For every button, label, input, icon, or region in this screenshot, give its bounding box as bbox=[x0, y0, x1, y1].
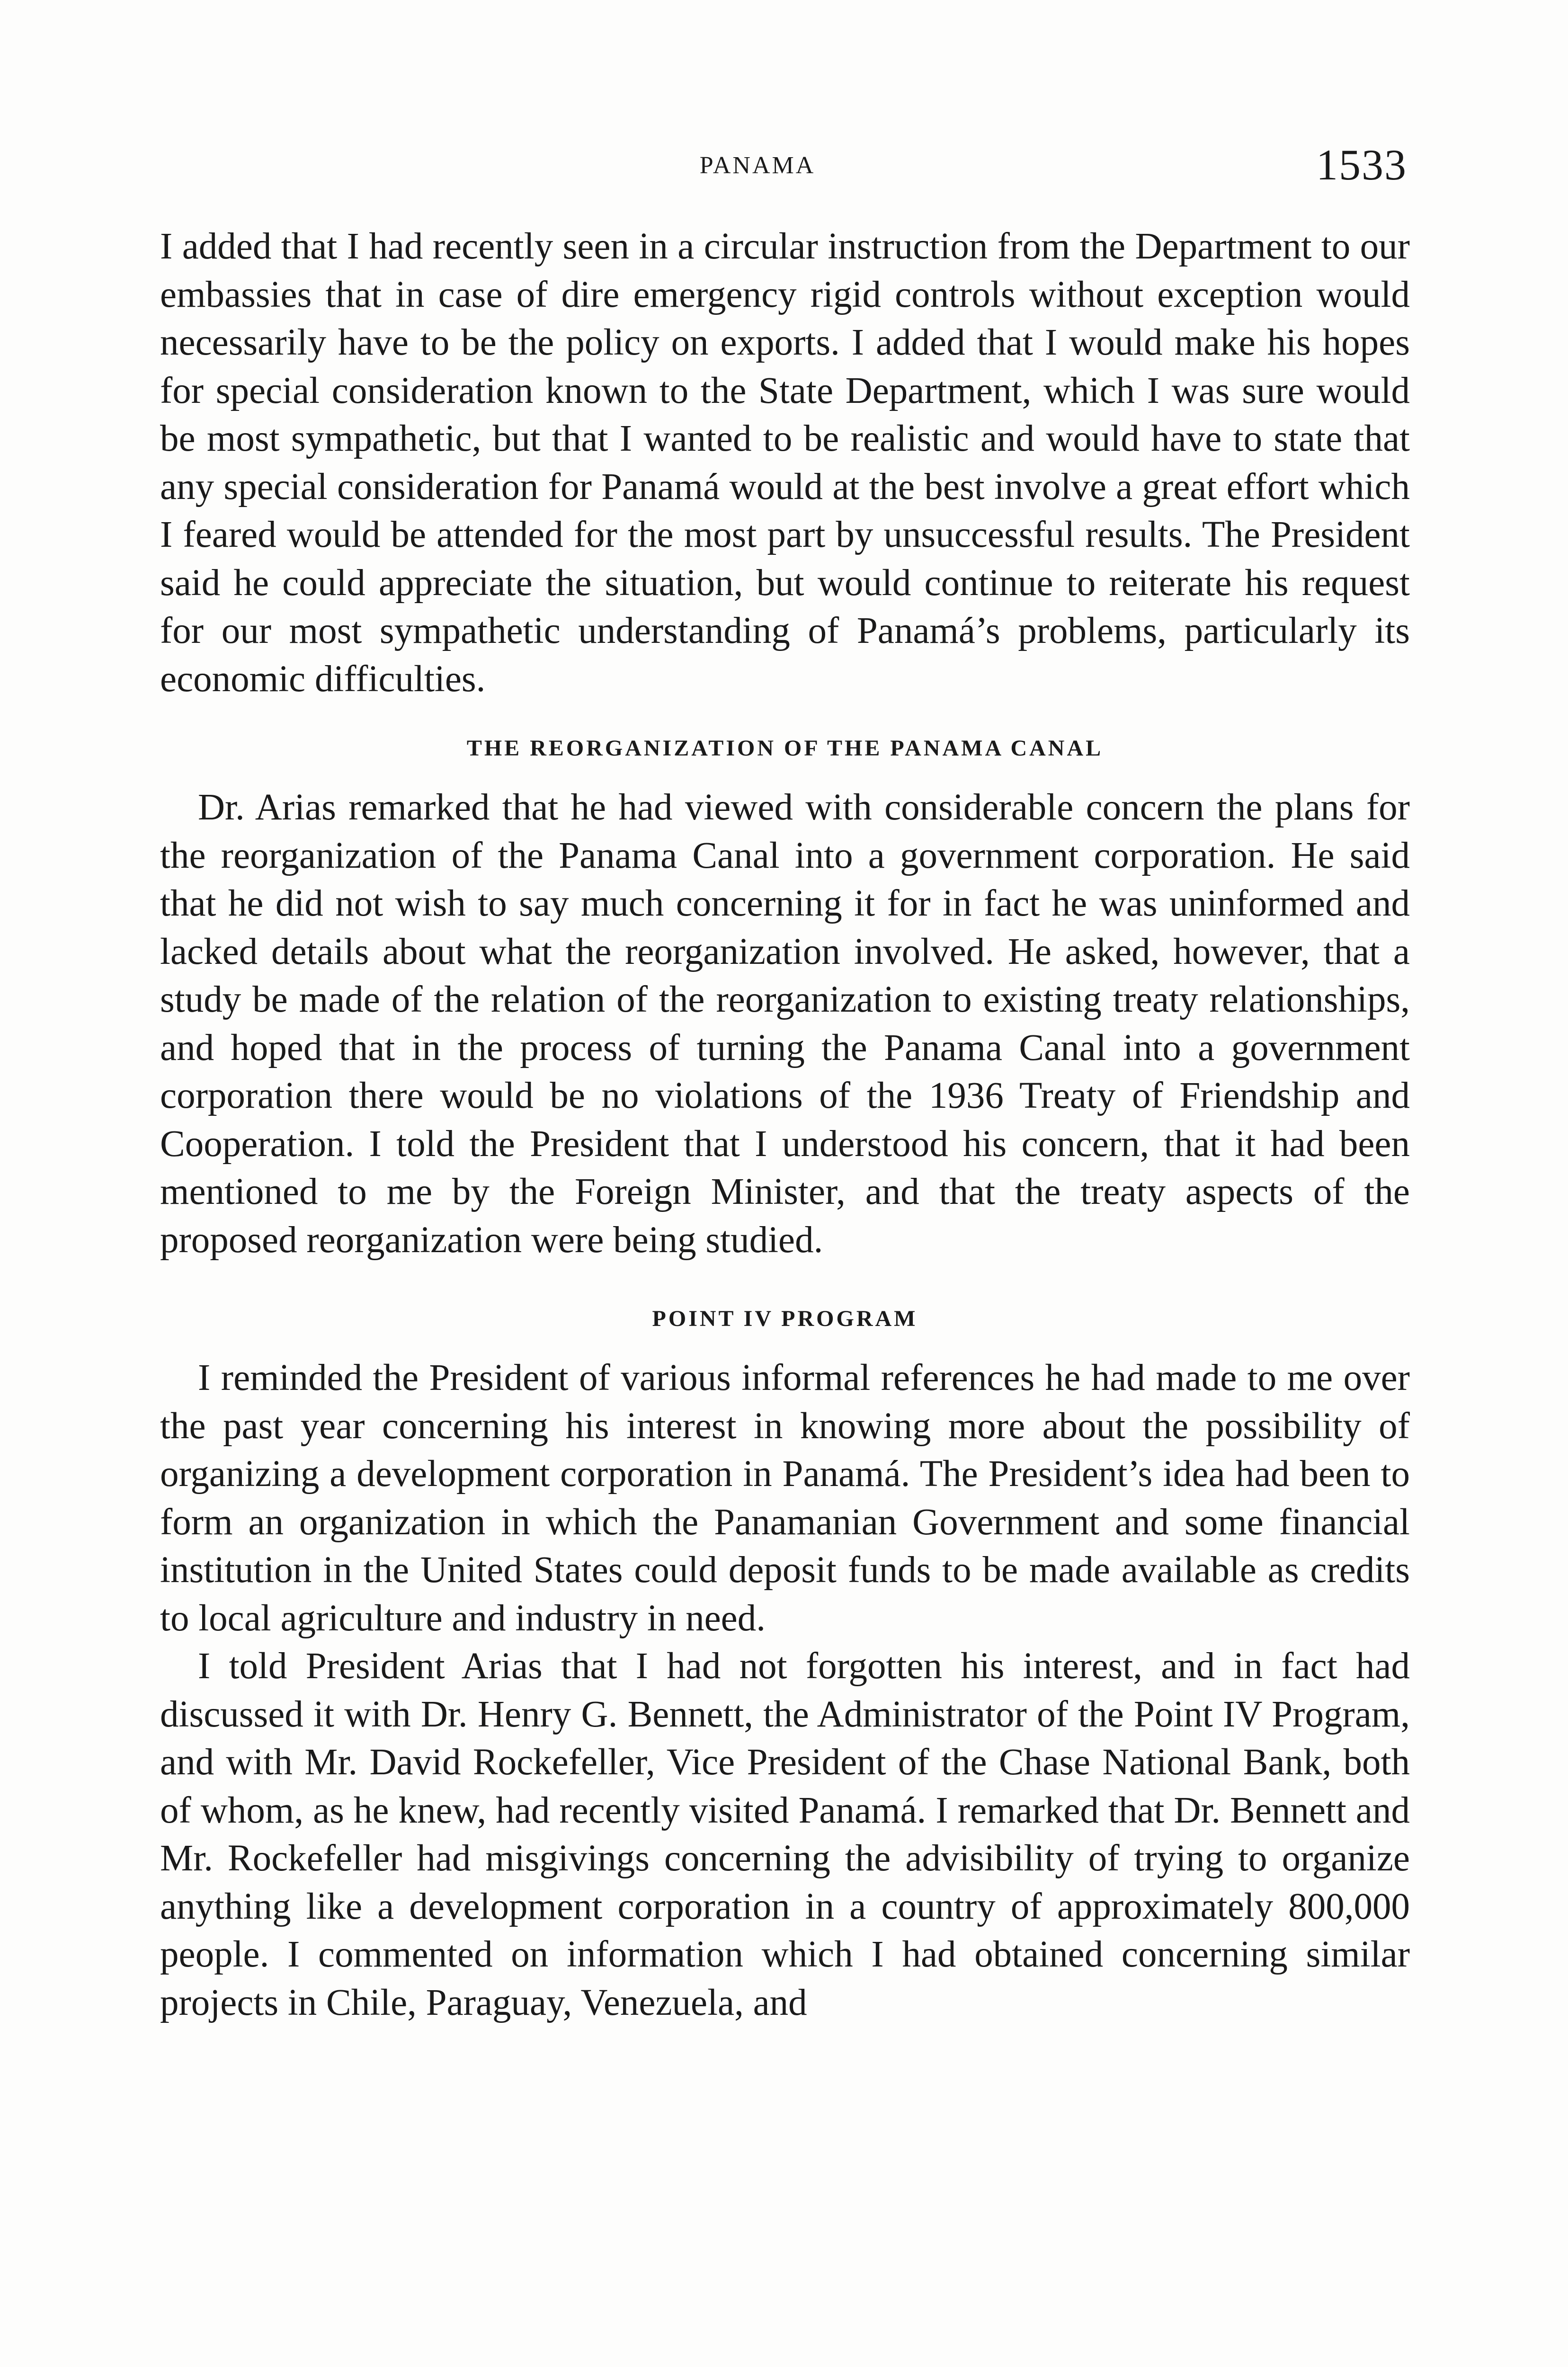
running-title: PANAMA bbox=[699, 152, 816, 179]
paragraph-bennett-rockefeller: I told President Arias that I had not forgotten his interest, and in fact had discussed it with Dr. Henry G. Bennett, the Administrator of the Point IV Program, and with Mr. David Rockefeller, Vice President of the Chase National Bank, both of whom, as he knew, had recently visited Panamá. I remarked that Dr. Bennett and Mr. Rockefeller had misgivings concerning the advisibility of trying to organize anything like a development corporation in a country of approximately 800,000 people. I commented on information which I had obtained concerning similar projects in Chile, Paraguay, Venezuela, and bbox=[160, 1646, 1410, 2023]
paragraph-continuation: I added that I had recently seen in a circular instruction from the Department to our embassies that in case of dire emergency rigid controls without exception would necessarily have to be the policy on exports. I added that I would make his hopes for special consideration known to the State Department, which I was sure would be most sympathetic, but that I wanted to be realistic and would have to state that any special consideration for Panamá would at the best involve a great effort which I feared would be attended for the most part by unsuccessful results. The President said he could appreciate the situation, but would continue to reiterate his request for our most sympathetic understanding of Panamá’s problems, particularly its economic difficulties. bbox=[160, 226, 1410, 700]
paragraph-canal-reorganization: Dr. Arias remarked that he had viewed with considerable concern the plans for the reorganization of the Panama Canal into a government corporation. He said that he did not wish to say much concerning it for in fact he was uninformed and lacked details about what the reorganization involved. He asked, however, that a study be made of the relation of the reorganization to existing treaty relationships, and hoped that in the process of turning the Panama Canal into a government corporation there would be no violations of the 1936 Treaty of Friendship and Cooperation. I told the President that I understood his concern, that it had been mentioned to me by the Foreign Minister, and that the treaty aspects of the proposed reorganization were being studied. bbox=[160, 787, 1410, 1261]
section-heading-point-iv: POINT IV PROGRAM bbox=[652, 1306, 918, 1331]
paragraph-development-corporation: I reminded the President of various informal references he had made to me over the past year concerning his interest in knowing more about the possibility of organizing a development corporation in Panamá. The President’s idea had been to form an organization in which the Panamanian Government and some financial institution in the United States could deposit funds to be made available as credits to local agriculture and industry in need. bbox=[160, 1357, 1410, 1639]
section-heading-canal-reorganization: THE REORGANIZATION OF THE PANAMA CANAL bbox=[466, 736, 1104, 761]
body-text bbox=[160, 222, 1410, 2027]
running-header bbox=[0, 137, 1568, 194]
page-number: 1533 bbox=[1316, 141, 1407, 189]
